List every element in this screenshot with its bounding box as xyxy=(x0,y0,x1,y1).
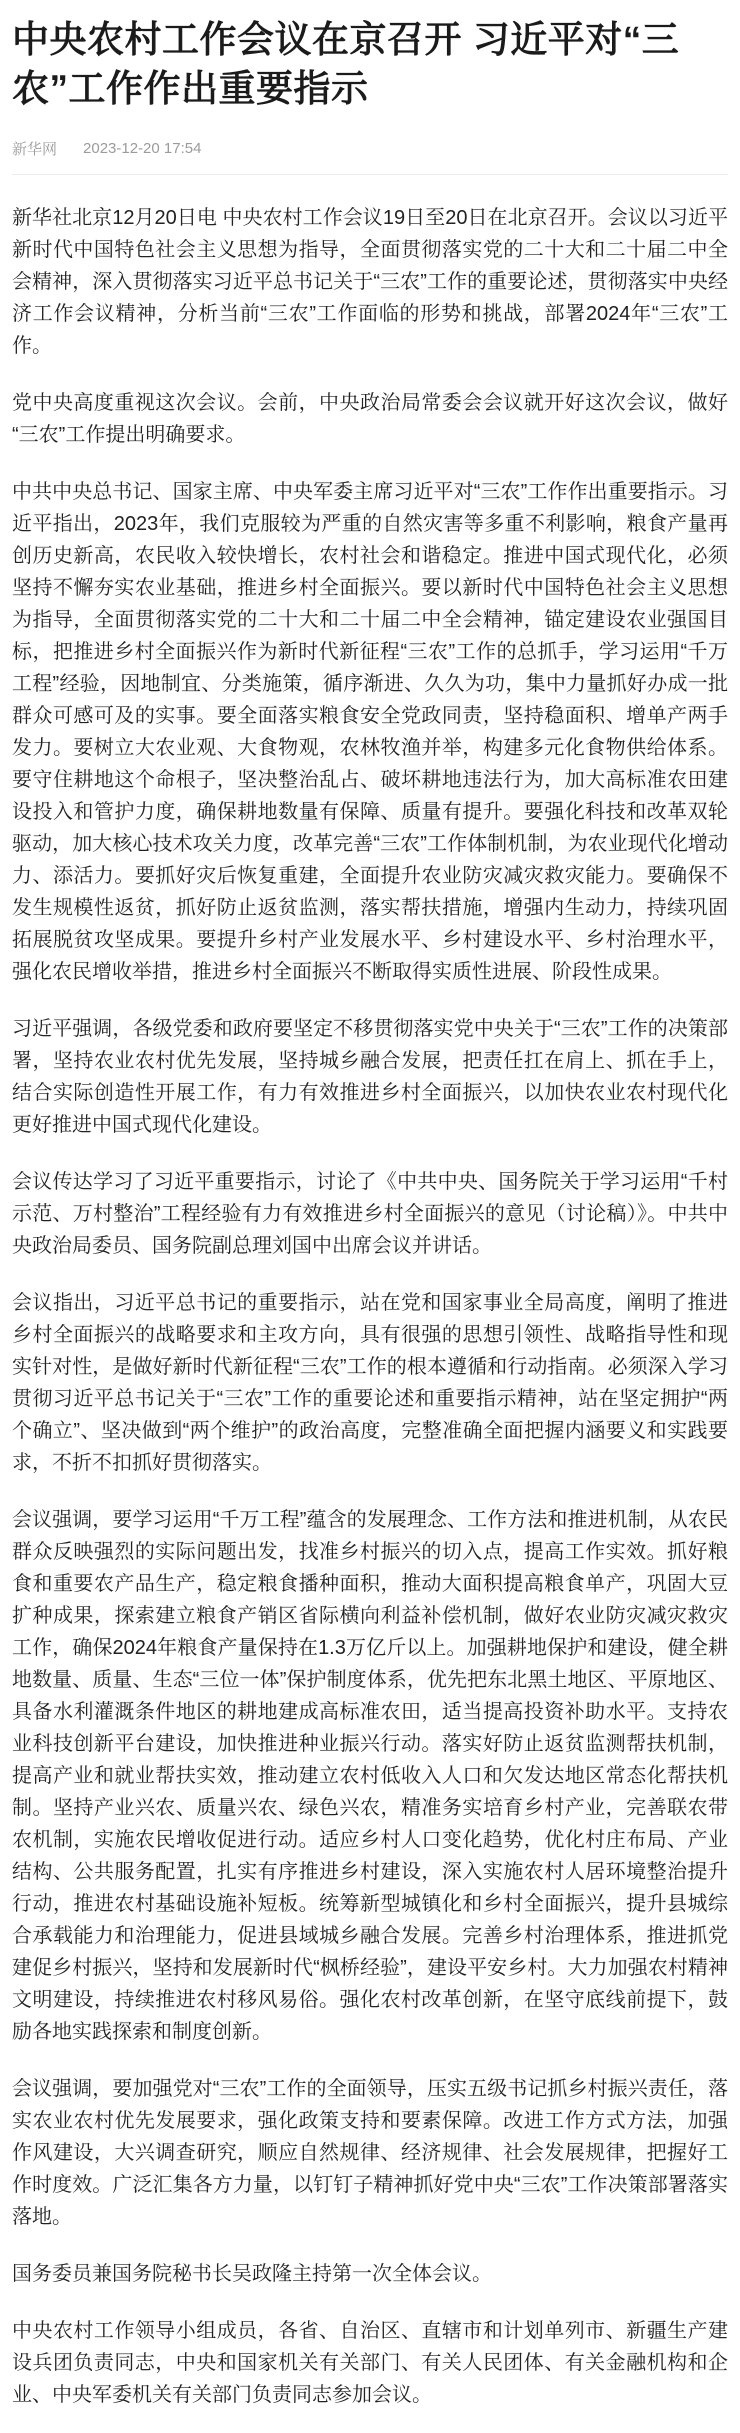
article-paragraph: 会议强调，要加强党对“三农”工作的全面领导，压实五级书记抓乡村振兴责任，落实农业农村优先发展要求，强化政策支持和要素保障。改进工作方式方法，加强作风建设，大兴调查研究，顺应自然规律、经济规律、社会发展规律，把握好工作时度效。广泛汇集各方力量，以钉钉子精神抓好党中央“三农”工作决策部署落实落地。 xyxy=(12,2077,728,2228)
page-title: 中央农村工作会议在京召开 习近平对“三农”工作作出重要指示 xyxy=(12,19,680,109)
article-paragraph: 新华社北京12月20日电 中央农村工作会议19日至20日在北京召开。会议以习近平新时代中国特色社会主义思想为指导，全面贯彻落实党的二十大和二十届二中全会精神，深入贯彻落实习近平总书记关于“三农”工作的重要论述，贯彻落实中央经济工作会议精神，分析当前“三农”工作面临的形势和挑战，部署2024年“三农”工作。 xyxy=(12,206,728,357)
article-paragraph: 中共中央总书记、国家主席、中央军委主席习近平对“三农”工作作出重要指示。习近平指出，2023年，我们克服较为严重的自然灾害等多重不利影响，粮食产量再创历史新高，农民收入较快增长，农村社会和谐稳定。推进中国式现代化，必须坚持不懈夯实农业基础，推进乡村全面振兴。要以新时代中国特色社会主义思想为指导，全面贯彻落实党的二十大和二十届二中全会精神，锚定建设农业强国目标，把推进乡村全面振兴作为新时代新征程“三农”工作的总抓手，学习运用“千万工程”经验，因地制宜、分类施策，循序渐进、久久为功，集中力量抓好办成一批群众可感可及的实事。要全面落实粮食安全党政同责，坚持稳面积、增单产两手发力。要树立大农业观、大食物观，农林牧渔并举，构建多元化食物供给体系。要守住耕地这个命根子，坚决整治乱占、破坏耕地违法行为，加大高标准农田建设投入和管护力度，确保耕地数量有保障、质量有提升。要强化科技和改革双轮驱动，加大核心技术攻关力度，改革完善“三农”工作体制机制，为农业现代化增动力、添活力。要抓好灾后恢复重建，全面提升农业防灾减灾救灾能力。要确保不发生规模性返贫，抓好防止返贫监测，落实帮扶措施，增强内生动力，持续巩固拓展脱贫攻坚成果。要提升乡村产业发展水平、乡村建设水平、乡村治理水平，强化农民增收举措，推进乡村全面振兴不断取得实质性进展、阶段性成果。 xyxy=(12,480,728,983)
article-paragraph: 会议强调，要学习运用“千万工程”蕴含的发展理念、工作方法和推进机制，从农民群众反映强烈的实际问题出发，找准乡村振兴的切入点，提高工作实效。抓好粮食和重要农产品生产，稳定粮食播种面积，推动大面积提高粮食单产，巩固大豆扩种成果，探索建立粮食产销区省际横向利益补偿机制，做好农业防灾减灾救灾工作，确保2024年粮食产量保持在1.3万亿斤以上。加强耕地保护和建设，健全耕地数量、质量、生态“三位一体”保护制度体系，优先把东北黑土地区、平原地区、具备水利灌溉条件地区的耕地建成高标准农田，适当提高投资补助水平。支持农业科技创新平台建设，加快推进种业振兴行动。落实好防止返贫监测帮扶机制，提高产业和就业帮扶实效，推动建立农村低收入人口和欠发达地区常态化帮扶机制。坚持产业兴农、质量兴农、绿色兴农，精准务实培育乡村产业，完善联农带农机制，实施农民增收促进行动。适应乡村人口变化趋势，优化村庄布局、产业结构、公共服务配置，扎实有序推进乡村建设，深入实施农村人居环境整治提升行动，推进农村基础设施补短板。统筹新型城镇化和乡村全面振兴，提升县城综合承载能力和治理能力，促进县域城乡融合发展。完善乡村治理体系，推进抓党建促乡村振兴，坚持和发展新时代“枫桥经验”，建设平安乡村。大力加强农村精神文明建设，持续推进农村移风易俗。强化农村改革创新，在坚守底线前提下，鼓励各地实践探索和制度创新。 xyxy=(12,1508,728,2043)
publish-timestamp: 2023-12-20 17:54 xyxy=(83,139,202,157)
article-paragraph: 习近平强调，各级党委和政府要坚定不移贯彻落实党中央关于“三农”工作的决策部署，坚持农业农村优先发展，坚持城乡融合发展，把责任扛在肩上、抓在手上，结合实际创造性开展工作，有力有效推进乡村全面振兴，以加快农业农村现代化更好推进中国式现代化建设。 xyxy=(12,1017,728,1136)
article-paragraph: 党中央高度重视这次会议。会前，中央政治局常委会会议就开好这次会议，做好“三农”工作提出明确要求。 xyxy=(12,391,728,446)
article-body xyxy=(12,175,728,2411)
article-paragraph: 中央农村工作领导小组成员，各省、自治区、直辖市和计划单列市、新疆生产建设兵团负责同志，中央和国家机关有关部门、有关人民团体、有关金融机构和企业、中央军委机关有关部门负责同志参加会议。 xyxy=(12,2319,728,2406)
article-paragraph: 会议传达学习了习近平重要指示，讨论了《中共中央、国务院关于学习运用“千村示范、万村整治”工程经验有力有效推进乡村全面振兴的意见（讨论稿）》。中共中央政治局委员、国务院副总理刘国中出席会议并讲话。 xyxy=(12,1170,728,1257)
article-meta xyxy=(12,138,728,159)
source-label: 新华网 xyxy=(12,140,58,158)
article-paragraph: 国务委员兼国务院秘书长吴政隆主持第一次全体会议。 xyxy=(12,2262,492,2285)
article-paragraph: 会议指出，习近平总书记的重要指示，站在党和国家事业全局高度，阐明了推进乡村全面振兴的战略要求和主攻方向，具有很强的思想引领性、战略指导性和现实针对性，是做好新时代新征程“三农”工作的根本遵循和行动指南。必须深入学习贯彻习近平总书记关于“三农”工作的重要论述和重要指示精神，站在坚定拥护“两个确立”、坚决做到“两个维护”的政治高度，完整准确全面把握内涵要义和实践要求，不折不扣抓好贯彻落实。 xyxy=(12,1291,728,1474)
